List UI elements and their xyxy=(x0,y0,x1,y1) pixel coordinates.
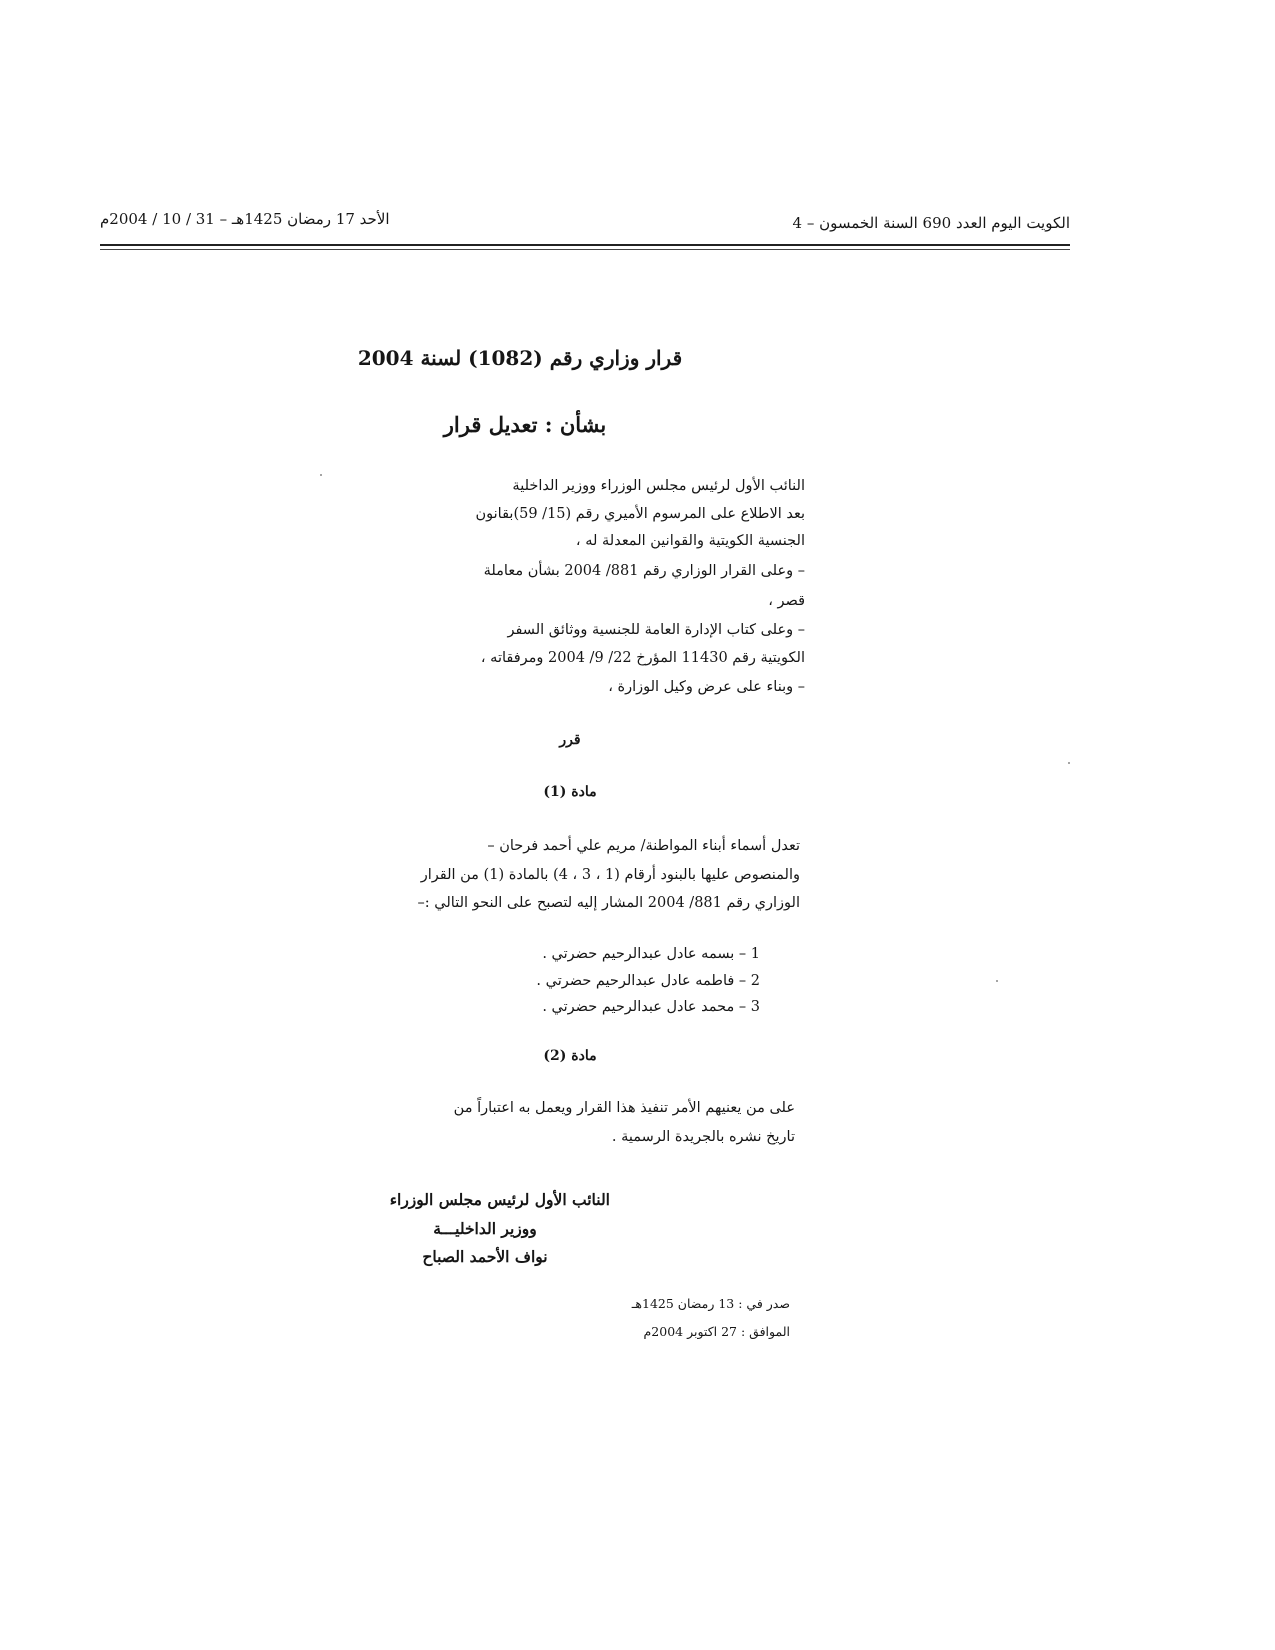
decree-subject: بشأن : تعديل قرار xyxy=(443,412,607,437)
name-list-item: 3 – محمد عادل عبدالرحيم حضرتي . xyxy=(542,999,760,1015)
name-list-item: 2 – فاطمه عادل عبدالرحيم حضرتي . xyxy=(536,973,760,989)
preamble-line: قصر ، xyxy=(768,593,805,609)
article-2-line: على من يعنيهم الأمر تنفيذ هذا القرار ويعمل به اعتباراً من xyxy=(453,1100,795,1116)
signatory-title: النائب الأول لرئيس مجلس الوزراء xyxy=(389,1190,610,1209)
article-1-line: والمنصوص عليها بالبنود أرقام (1 ، 3 ، 4) بالمادة (1) من القرار xyxy=(420,867,800,883)
scan-speck xyxy=(1068,762,1070,764)
preamble-line: – وعلى القرار الوزاري رقم 881/ 2004 بشأن معاملة xyxy=(483,563,805,579)
header-rule-thin xyxy=(100,249,1070,250)
header-issue-info: الكويت اليوم العدد 690 السنة الخمسون – 4 xyxy=(792,214,1070,232)
decree-title: قرار وزاري رقم (1082) لسنة 2004 xyxy=(357,346,683,370)
article-1-line: الوزاري رقم 881/ 2004 المشار إليه لتصبح على النحو التالي :– xyxy=(417,895,800,911)
article-1-heading: مادة (1) xyxy=(543,784,597,800)
preamble-line: – وبناء على عرض وكيل الوزارة ، xyxy=(608,679,805,695)
article-2-line: تاريخ نشره بالجريدة الرسمية . xyxy=(611,1129,795,1145)
article-2-heading: مادة (2) xyxy=(543,1048,597,1064)
name-list-item: 1 – بسمه عادل عبدالرحيم حضرتي . xyxy=(542,946,760,962)
preamble-line: بعد الاطلاع على المرسوم الأميري رقم (15/ 59)بقانون xyxy=(475,506,805,522)
signatory-ministry: ووزير الداخليـــة xyxy=(433,1219,537,1238)
signatory-name: نواف الأحمد الصباح xyxy=(422,1247,548,1266)
preamble-line: الجنسية الكويتية والقوانين المعدلة له ، xyxy=(575,533,805,549)
scan-speck xyxy=(320,474,322,476)
preamble-line: – وعلى كتاب الإدارة العامة للجنسية ووثائق السفر xyxy=(507,622,805,638)
issued-gregorian-date: الموافق : 27 اكتوبر 2004م xyxy=(643,1324,790,1339)
decreed-heading: قرر xyxy=(559,732,581,748)
header-date: الأحد 17 رمضان 1425هـ – 31 / 10 / 2004م xyxy=(100,210,390,228)
header-rule xyxy=(100,244,1070,246)
article-1-line: تعدل أسماء أبناء المواطنة/ مريم علي أحمد فرحان – xyxy=(487,838,800,854)
preamble-line: النائب الأول لرئيس مجلس الوزراء ووزير الداخلية xyxy=(512,478,805,494)
scan-speck xyxy=(996,980,998,982)
preamble-line: الكويتية رقم 11430 المؤرخ 22/ 9/ 2004 ومرفقاته ، xyxy=(480,650,805,666)
issued-hijri-date: صدر في : 13 رمضان 1425هـ xyxy=(631,1296,790,1311)
